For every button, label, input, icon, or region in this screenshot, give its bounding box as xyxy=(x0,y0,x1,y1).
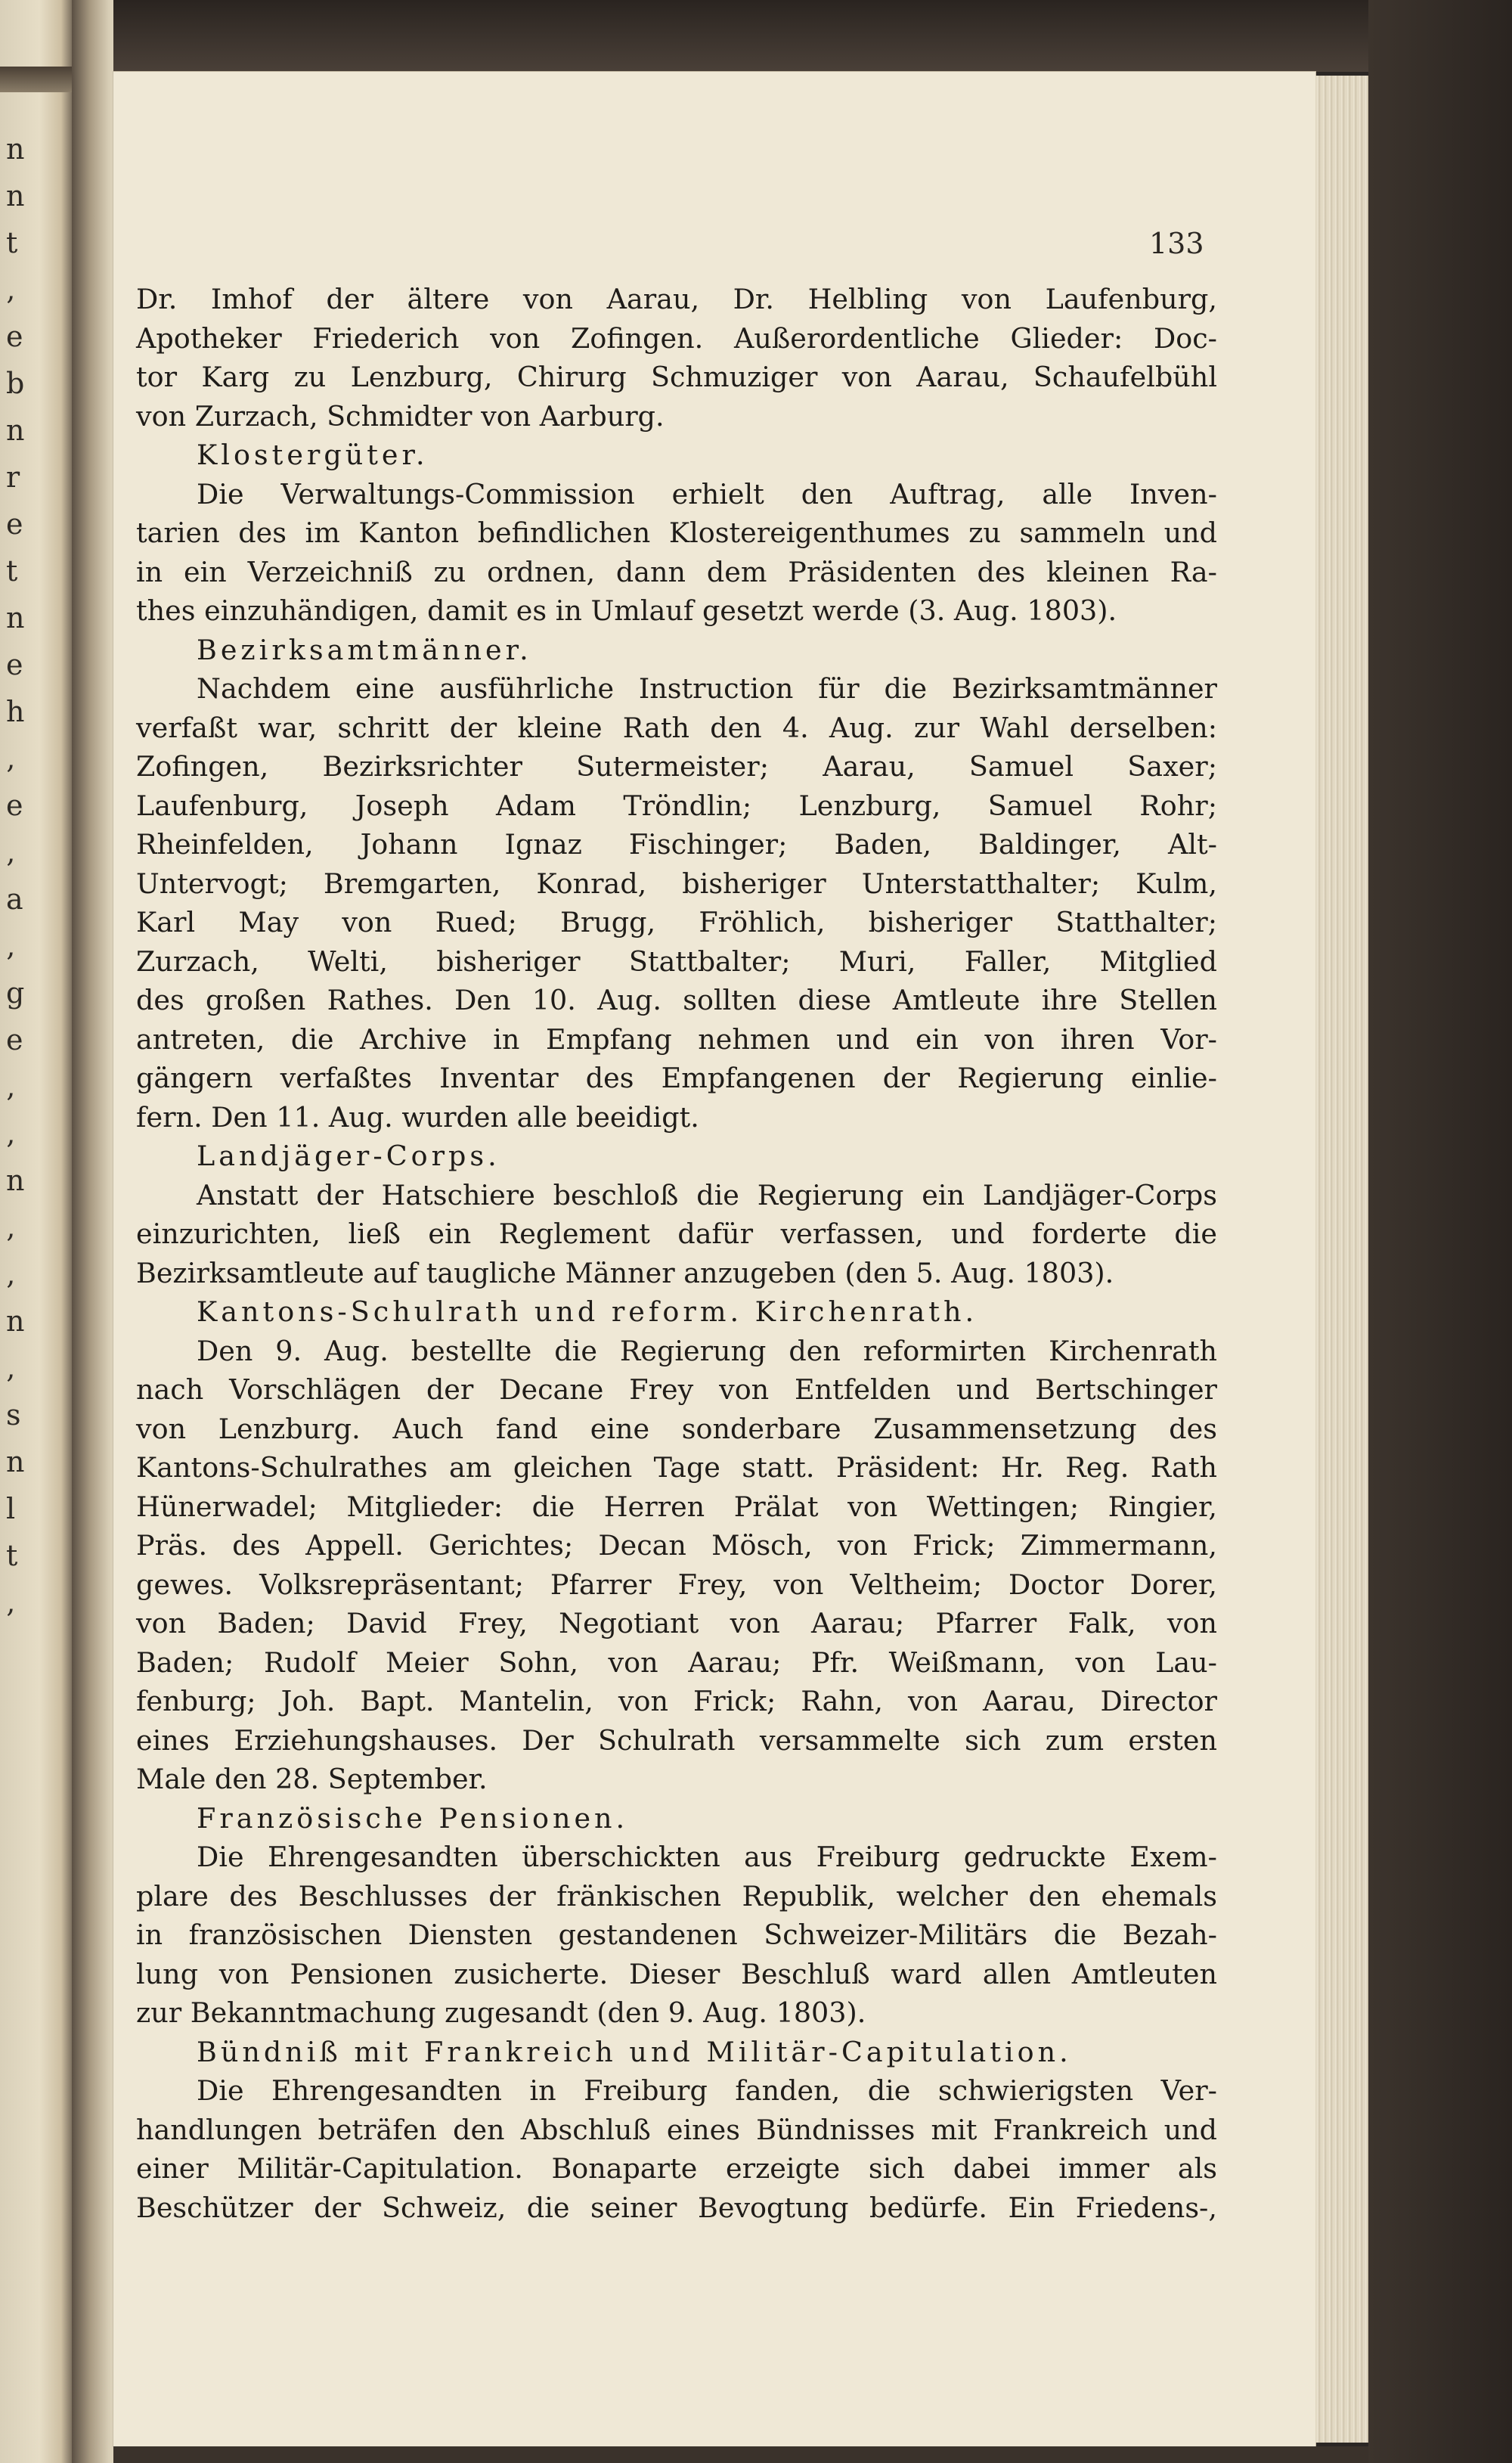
text-line: Die Verwaltungs-Commission erhielt den Auftrag, alle Inven- xyxy=(197,477,1217,510)
text-line: von Baden; David Frey, Negotiant von Aarau; Pfarrer Falk, von xyxy=(136,1607,1217,1639)
facing-page-fragment: n xyxy=(6,1164,25,1197)
text-line: Untervogt; Bremgarten, Konrad, bisheriger Unterstatthalter; Kulm, xyxy=(136,867,1217,900)
text-line: Karl May von Rued; Brugg, Fröhlich, bisheriger Statthalter; xyxy=(136,906,1217,938)
text-line: Zofingen, Bezirksrichter Sutermeister; Aarau, Samuel Saxer; xyxy=(136,750,1217,783)
facing-page-fragment: ‚ xyxy=(6,273,16,306)
text-line: Baden; Rudolf Meier Sohn, von Aarau; Pfr. Weißmann, von Lau- xyxy=(136,1646,1217,1679)
facing-page-fragment: n xyxy=(6,414,25,447)
text-line: von Lenzburg. Auch fand eine sonderbare Zusammensetzung des xyxy=(136,1412,1217,1445)
text-line: Dr. Imhof der ältere von Aarau, Dr. Helbling von Laufenburg, xyxy=(136,283,1217,315)
text-line: Nachdem eine ausführliche Instruction für die Bezirksamtmänner xyxy=(197,672,1217,705)
background-bottom xyxy=(113,2446,1368,2463)
facing-page-fragment: e xyxy=(6,1023,23,1056)
facing-page-fragment: g xyxy=(6,976,25,1010)
facing-page-fragment: ‚ xyxy=(6,929,16,963)
facing-page-fragment: t xyxy=(6,1539,18,1572)
facing-page-fragment: ‚ xyxy=(6,836,16,869)
facing-page-fragment: n xyxy=(6,132,25,166)
text-line: Bezirksamtleute auf taugliche Männer anzugeben (den 5. Aug. 1803). xyxy=(136,1256,1114,1289)
text-line: verfaßt war, schritt der kleine Rath den 4. Aug. zur Wahl derselben: xyxy=(136,711,1217,744)
text-line: tarien des im Kanton befindlichen Klostereigenthumes zu sammeln und xyxy=(136,516,1217,549)
text-line: einzurichten, ließ ein Reglement dafür verfassen, und forderte die xyxy=(136,1218,1217,1250)
page-block-edge xyxy=(1315,76,1368,2443)
facing-page-edge xyxy=(0,0,72,2463)
text-line: einer Militär-Capitulation. Bonaparte erzeigte sich dabei immer als xyxy=(136,2152,1217,2185)
facing-page-fragment: ‚ xyxy=(6,1586,16,1619)
text-line: in ein Verzeichniß zu ordnen, dann dem Präsidenten des kleinen Ra- xyxy=(136,555,1217,588)
text-line: Hünerwadel; Mitglieder: die Herren Prälat von Wettingen; Ringier, xyxy=(136,1490,1217,1523)
text-line: Apotheker Friederich von Zofingen. Außerordentliche Glieder: Doc- xyxy=(136,321,1217,355)
facing-page-fragment: ‚ xyxy=(6,1211,16,1244)
text-line: Anstatt der Hatschiere beschloß die Regierung ein Landjäger-Corps xyxy=(197,1178,1217,1211)
background-right xyxy=(1368,0,1512,2463)
text-line: Den 9. Aug. bestellte die Regierung den reformirten Kirchenrath xyxy=(197,1334,1217,1367)
text-line: in französischen Diensten gestandenen Schweizer-Militärs die Bezah- xyxy=(136,1919,1217,1951)
text-line: plare des Beschlusses der fränkischen Republik, welcher den ehemals xyxy=(136,1879,1217,1912)
facing-page-fragment: l xyxy=(6,1492,16,1525)
text-line: Male den 28. September. xyxy=(136,1763,488,1795)
section-heading: Französische Pensionen. xyxy=(197,1801,629,1835)
facing-page-fragment: b xyxy=(6,367,25,400)
text-line: antreten, die Archive in Empfang nehmen und ein von ihren Vor- xyxy=(136,1022,1217,1056)
facing-page-fragment: t xyxy=(6,554,18,588)
section-heading: Kantons-Schulrath und reform. Kirchenrath. xyxy=(197,1295,978,1328)
facing-page-fragment: n xyxy=(6,1304,25,1338)
page-text xyxy=(136,280,1217,2227)
facing-page-fragment: h xyxy=(6,695,25,728)
facing-page-fragment: r xyxy=(6,461,20,494)
facing-page-fragment: e xyxy=(6,648,23,681)
text-line: Kantons-Schulrathes am gleichen Tage statt. Präsident: Hr. Reg. Rath xyxy=(136,1451,1217,1484)
facing-page-fragment: n xyxy=(6,179,25,212)
section-heading: Landjäger-Corps. xyxy=(197,1140,500,1172)
background-top xyxy=(113,0,1368,72)
text-line: des großen Rathes. Den 10. Aug. sollten diese Amtleute ihre Stellen xyxy=(136,984,1217,1016)
section-heading: Klostergüter. xyxy=(197,439,429,471)
text-line: thes einzuhändigen, damit es in Umlauf gesetzt werde (3. Aug. 1803). xyxy=(136,594,1117,627)
facing-page-fragment: n xyxy=(6,1445,25,1478)
facing-page-fragment: ‚ xyxy=(6,1258,16,1291)
text-line: zur Bekanntmachung zugesandt (den 9. Aug. 1803). xyxy=(136,1996,866,2029)
facing-page-fragment: t xyxy=(6,226,18,259)
facing-page-fragment: ‚ xyxy=(6,1117,16,1150)
text-line: tor Karg zu Lenzburg, Chirurg Schmuziger von Aarau, Schaufelbühl xyxy=(136,361,1217,393)
text-line: lung von Pensionen zusicherte. Dieser Beschluß ward allen Amtleuten xyxy=(136,1957,1217,1990)
text-line: Präs. des Appell. Gerichtes; Decan Mösch, von Frick; Zimmermann, xyxy=(136,1529,1217,1562)
text-line: gängern verfaßtes Inventar des Empfangenen der Regierung einlie- xyxy=(136,1062,1217,1094)
facing-page-fragment: s xyxy=(6,1398,21,1432)
text-line: Laufenburg, Joseph Adam Tröndlin; Lenzburg, Samuel Rohr; xyxy=(136,789,1217,822)
text-line: Zurzach, Welti, bisheriger Stattbalter; Muri, Faller, Mitglied xyxy=(136,945,1217,978)
text-line: Beschützer der Schweiz, die seiner Bevogtung bedürfe. Ein Friedens-, xyxy=(136,2191,1217,2224)
text-line: Rheinfelden, Johann Ignaz Fischinger; Baden, Baldinger, Alt- xyxy=(136,828,1217,861)
text-line: Die Ehrengesandten in Freiburg fanden, die schwierigsten Ver- xyxy=(197,2074,1217,2107)
text-line: von Zurzach, Schmidter von Aarburg. xyxy=(136,399,665,433)
page-number: 133 xyxy=(1149,227,1204,260)
text-line: eines Erziehungshauses. Der Schulrath versammelte sich zum ersten xyxy=(136,1723,1217,1757)
facing-page-fragment: e xyxy=(6,320,23,353)
section-heading: Bündniß mit Frankreich und Militär-Capitulation. xyxy=(197,2035,1072,2068)
text-line: fenburg; Joh. Bapt. Mantelin, von Frick; Rahn, von Aarau, Director xyxy=(136,1685,1217,1717)
text-line: nach Vorschlägen der Decane Frey von Entfelden und Bertschinger xyxy=(136,1373,1217,1406)
text-line: gewes. Volksrepräsentant; Pfarrer Frey, von Veltheim; Doctor Dorer, xyxy=(136,1568,1217,1601)
section-heading: Bezirksamtmänner. xyxy=(197,633,532,666)
facing-page-fragment: a xyxy=(6,883,23,916)
facing-page-fragment: n xyxy=(6,601,25,634)
text-line: handlungen beträfen den Abschluß eines Bündnisses mit Frankreich und xyxy=(136,2113,1217,2146)
facing-page-fragment: ‚ xyxy=(6,742,16,775)
facing-page-fragment: e xyxy=(6,789,23,822)
facing-page-fragment: ‚ xyxy=(6,1351,16,1385)
text-line: Die Ehrengesandten überschickten aus Freiburg gedruckte Exem- xyxy=(197,1841,1217,1873)
facing-page-fragment: ‚ xyxy=(6,1070,16,1103)
facing-page-fragment: e xyxy=(6,507,23,541)
text-line: fern. Den 11. Aug. wurden alle beeidigt. xyxy=(136,1100,699,1134)
